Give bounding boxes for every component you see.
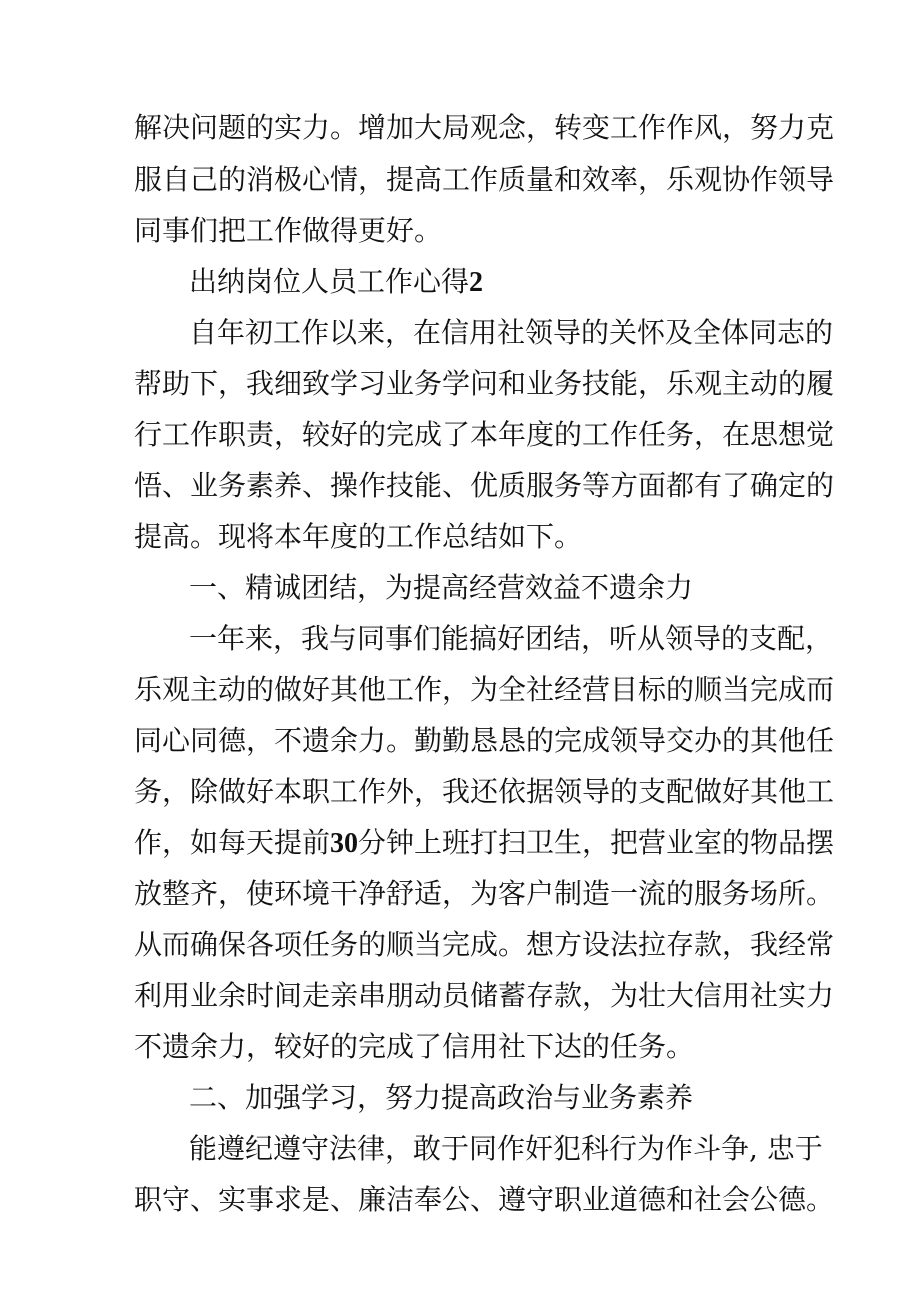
- paragraph-line: 解决问题的实力。增加大局观念，转变工作作风，努力克: [134, 111, 835, 144]
- paragraph-line: 服自己的消极心情，提高工作质量和效率，乐观协作领导: [134, 163, 835, 196]
- paragraph-line: 同事们把工作做得更好。: [134, 214, 443, 247]
- paragraph-line: 自年初工作以来，在信用社领导的关怀及全体同志的: [189, 316, 834, 349]
- section-title-number: 2: [469, 267, 484, 298]
- paragraph-line: [134, 817, 835, 869]
- paragraph-line: 放整齐，使环境干净舒适，为客户制造一流的服务场所。: [134, 877, 835, 910]
- line-text-part: 分钟上班打扫卫生，把营业室的物品摆: [358, 826, 835, 859]
- paragraph-line: 不遗余力，较好的完成了信用社下达的任务。: [134, 1030, 695, 1063]
- paragraph-line: 同心同德，不遗余力。勤勤恳恳的完成领导交办的其他任: [134, 724, 835, 757]
- section-heading: 二、加强学习，努力提高政治与业务素养: [189, 1081, 694, 1114]
- paragraph-line: 乐观主动的做好其他工作，为全社经营目标的顺当完成而: [134, 673, 835, 706]
- paragraph-line: 行工作职责，较好的完成了本年度的工作任务，在思想觉: [134, 418, 835, 451]
- section-heading: 一、精诚团结，为提高经营效益不遗余力: [189, 571, 694, 604]
- inline-number: 30: [330, 828, 359, 859]
- paragraph-line: 悟、业务素养、操作技能、优质服务等方面都有了确定的: [134, 469, 835, 502]
- paragraph-line: 职守、实事求是、廉洁奉公、遵守职业道德和社会公德。: [134, 1183, 835, 1216]
- paragraph-line: 从而确保各项任务的顺当完成。想方设法拉存款，我经常: [134, 928, 835, 961]
- section-title: [189, 256, 849, 308]
- paragraph-line: 帮助下，我细致学习业务学问和业务技能，乐观主动的履: [134, 367, 835, 400]
- paragraph-line: 利用业余时间走亲串朋动员储蓄存款，为壮大信用社实力: [134, 979, 835, 1012]
- line-text-part: 作，如每天提前: [134, 826, 331, 859]
- paragraph-line: 一年来，我与同事们能搞好团结，听从领导的支配，: [189, 622, 834, 655]
- section-title-text: 出纳岗位人员工作心得: [189, 265, 470, 298]
- paragraph-line: 提高。现将本年度的工作总结如下。: [134, 520, 583, 553]
- paragraph-line: 能遵纪遵守法律，敢于同作奸犯科行为作斗争, 忠于: [189, 1132, 823, 1165]
- paragraph-line: 务，除做好本职工作外，我还依据领导的支配做好其他工: [134, 775, 835, 808]
